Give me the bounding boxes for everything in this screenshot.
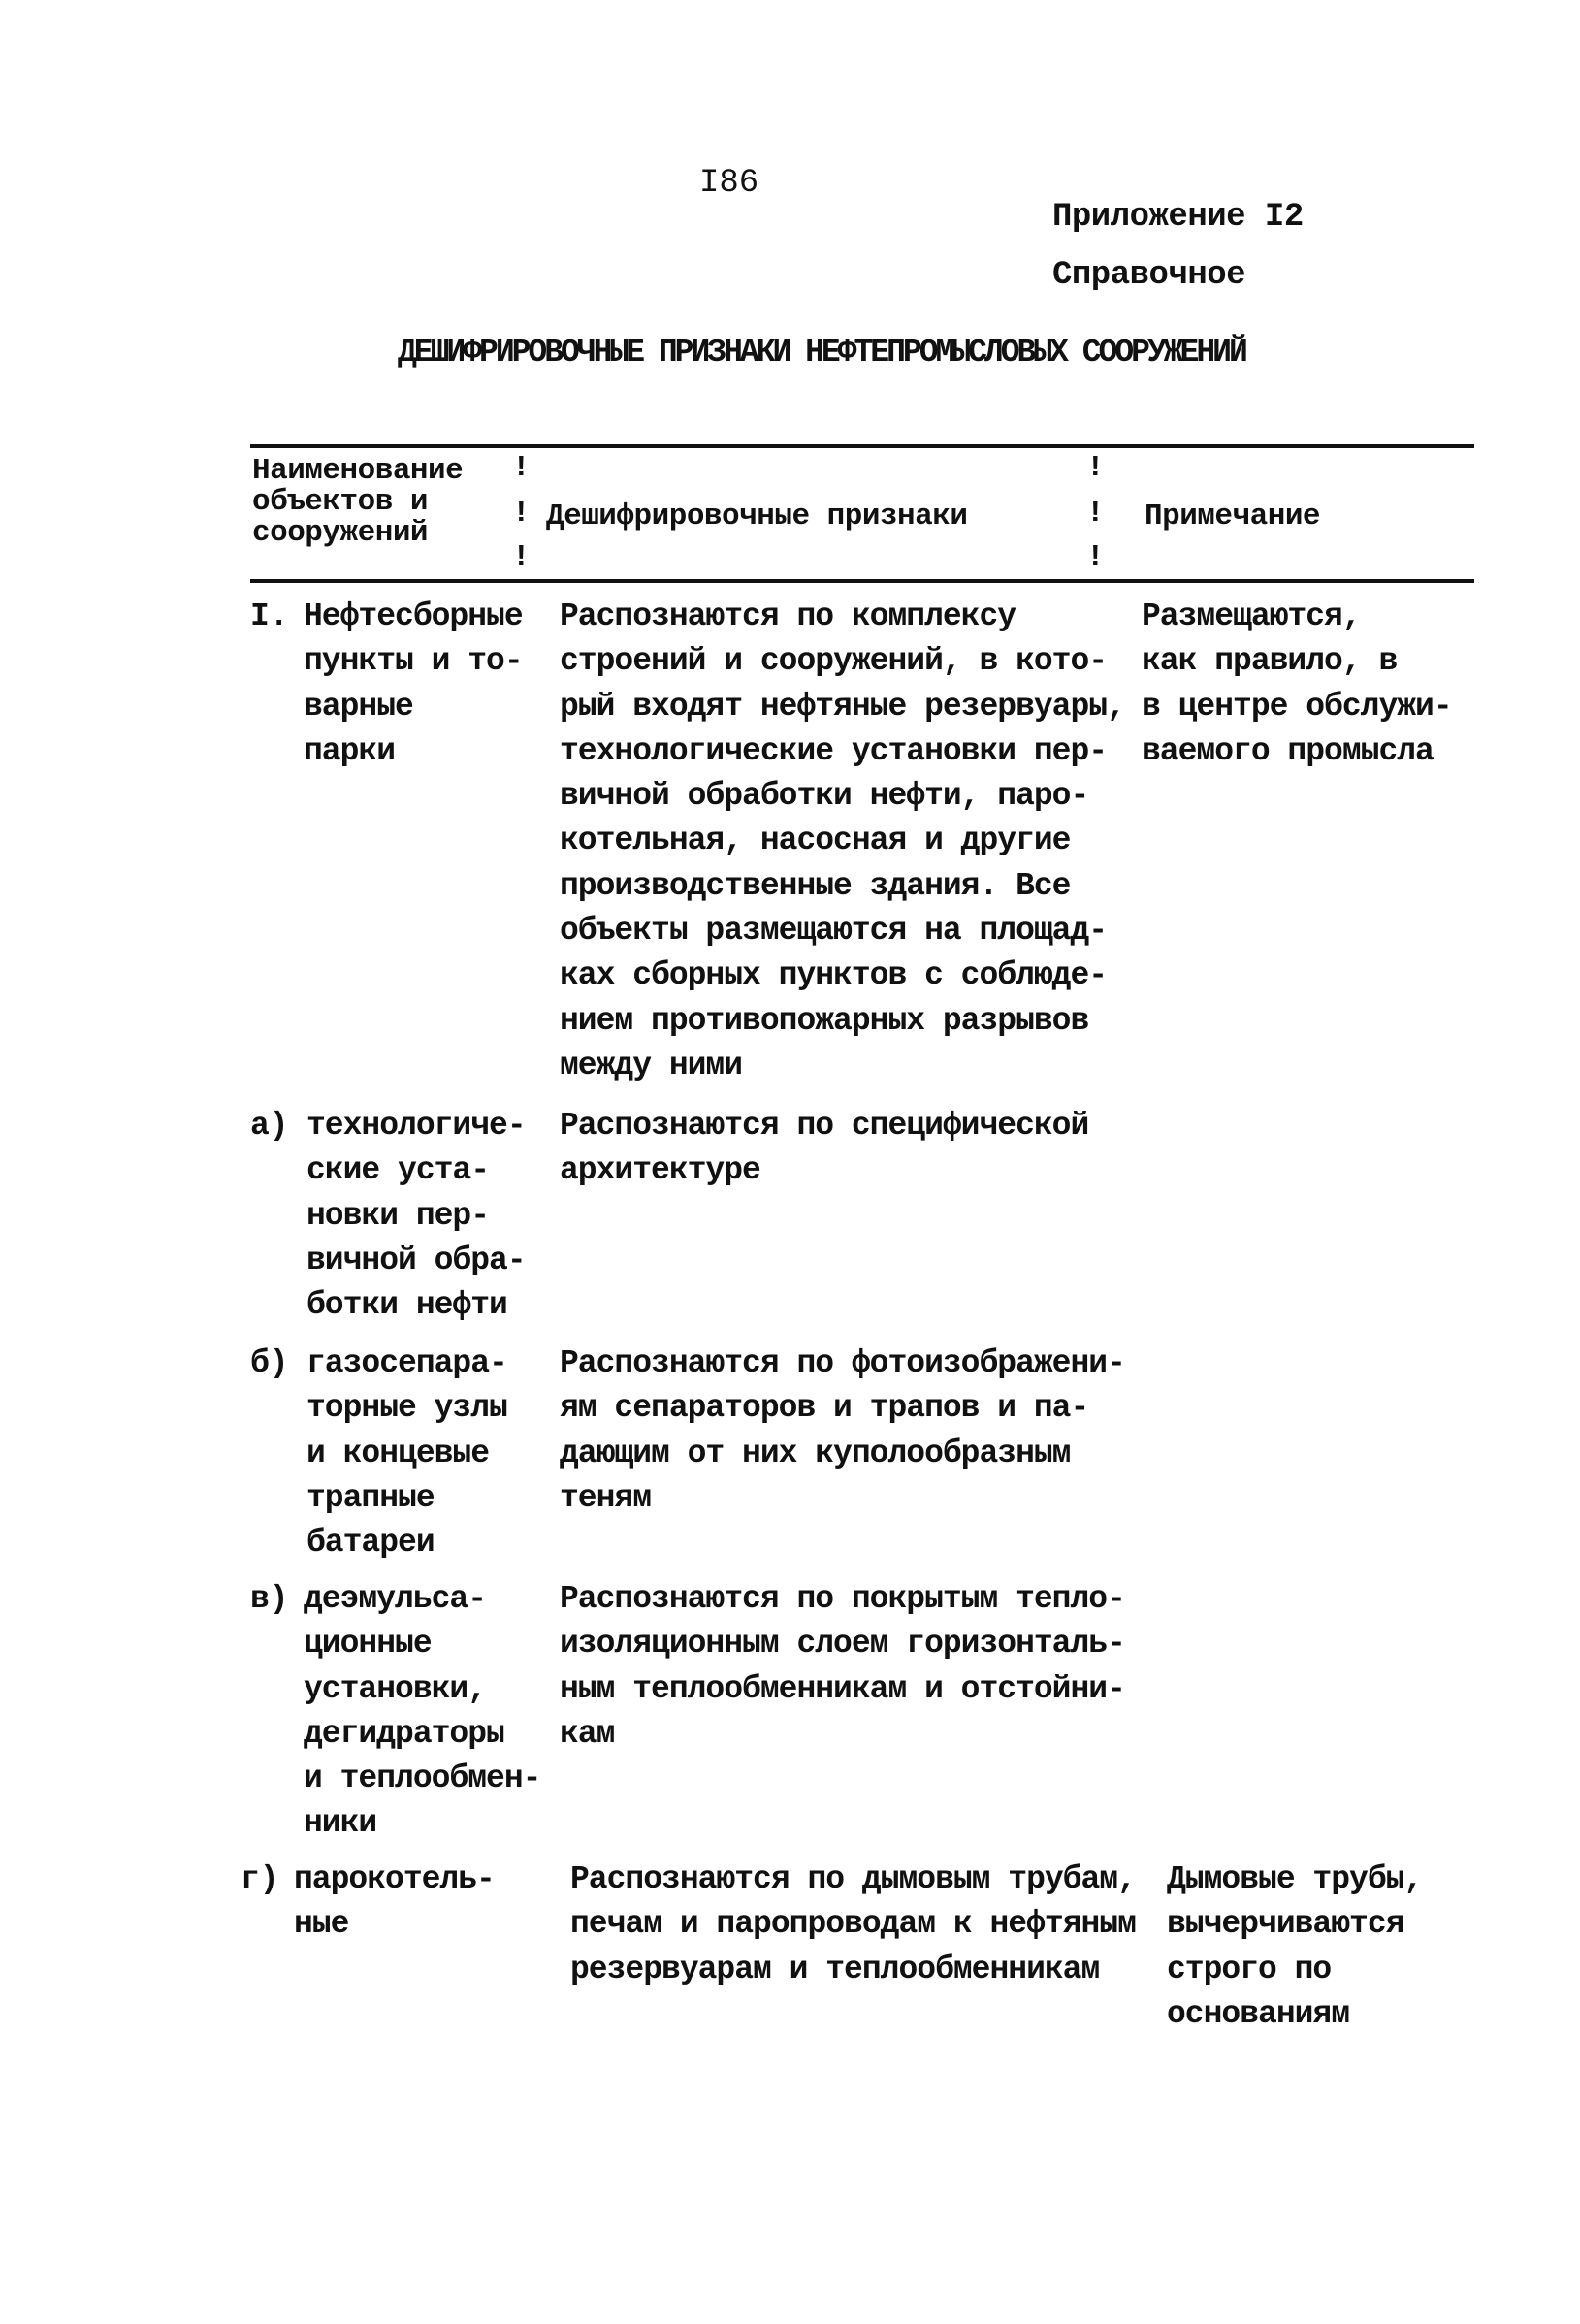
table-top-rule	[250, 444, 1474, 448]
appendix-label: Приложение I2	[1052, 199, 1304, 236]
document-title: ДЕШИФРИРОВОЧНЫЕ ПРИЗНАКИ НЕФТЕПРОМЫСЛОВЫХ СООРУЖЕНИЙ	[398, 335, 1245, 371]
row-marker: в)	[250, 1581, 289, 1617]
row-signs: Распознаются по комплексу строений и сооружений, в кото- рый входят нефтяные резервуары, технологические установки пер- вичной обработки нефти, паро- котельная, насосная и другие производственные здания. Все объекты размещаются на площад- ках сборных пунктов с соблюде- нием противопожарных разрывов между ними	[560, 598, 1125, 1083]
row-signs: Распознаются по фотоизображени- ям сепараторов и трапов и па- дающим от них куполообразным теням	[560, 1345, 1125, 1516]
row-signs: Распознаются по покрытым тепло- изоляционным слоем горизонталь- ным теплообменникам и отстойни- кам	[560, 1581, 1125, 1752]
row-object-name: Нефтесборные пункты и то- варные парки	[304, 598, 523, 769]
row-marker: б)	[250, 1345, 289, 1381]
reference-label: Справочное	[1052, 257, 1246, 294]
column-separator: !	[1086, 451, 1105, 485]
row-marker: г)	[241, 1861, 279, 1897]
header-signs: Дешифрировочные признаки	[546, 500, 968, 533]
row-signs: Распознаются по специфической архитектуре	[560, 1108, 1089, 1189]
table-header-rule	[250, 579, 1474, 583]
row-note: Дымовые трубы, вычерчиваются строго по основаниям	[1167, 1861, 1423, 2032]
header-object-name: Наименование объектов и сооружений	[252, 454, 464, 550]
column-separator: !	[1086, 497, 1105, 531]
row-object-name: деэмульса- ционные установки, дегидраторы и теплообмен- ники	[304, 1581, 541, 1842]
row-marker: а)	[250, 1108, 289, 1144]
row-note: Размещаются, как правило, в в центре обслужи- ваемого промысла	[1142, 598, 1452, 769]
row-signs: Распознаются по дымовым трубам, печам и паропроводам к нефтяным резервуарам и теплообменникам	[570, 1861, 1136, 1987]
row-object-name: парокотель- ные	[294, 1861, 495, 1943]
column-separator: !	[1086, 540, 1105, 574]
column-separator: !	[512, 451, 531, 485]
column-separator: !	[512, 497, 531, 531]
row-object-name: газосепара- торные узлы и концевые трапные батареи	[306, 1345, 507, 1562]
page-number: I86	[699, 165, 759, 202]
row-marker: I.	[250, 598, 289, 634]
header-note: Примечание	[1145, 500, 1321, 533]
row-object-name: технологиче- ские уста- новки пер- вичной обра- ботки нефти	[306, 1108, 526, 1324]
column-separator: !	[512, 540, 531, 574]
